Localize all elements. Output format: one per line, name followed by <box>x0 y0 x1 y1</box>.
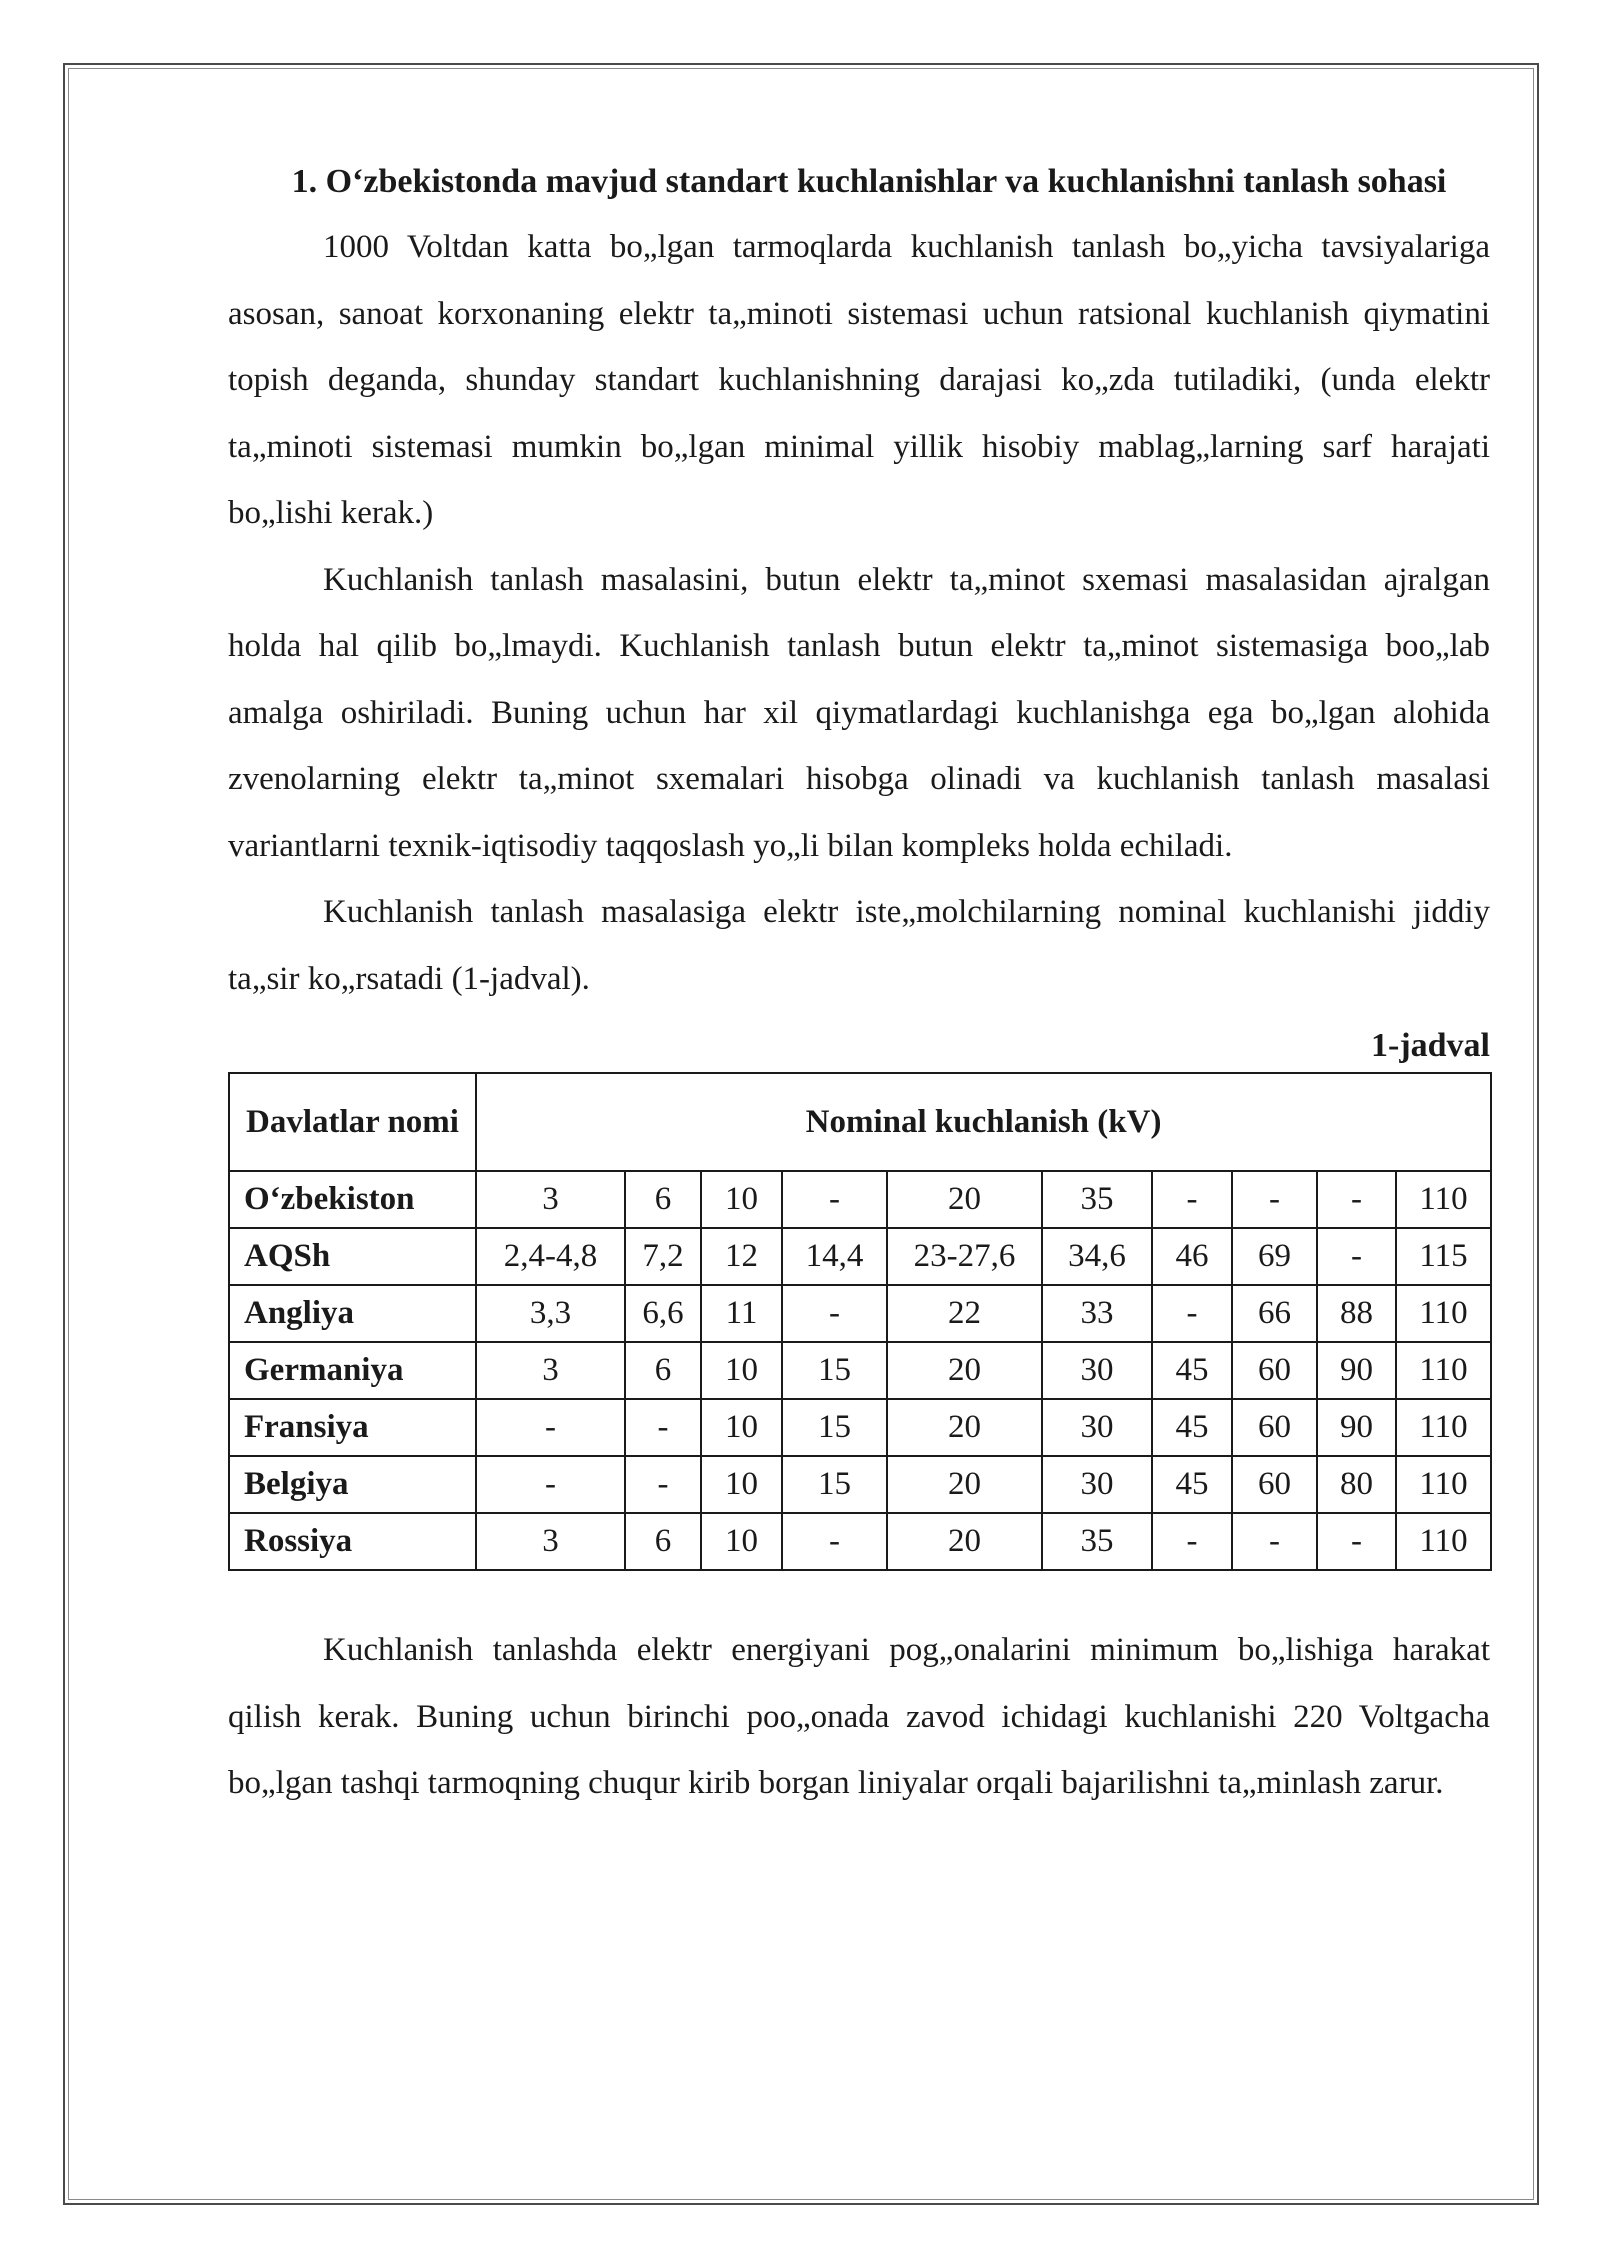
voltage-cell: 35 <box>1042 1171 1152 1228</box>
voltage-cell: 90 <box>1317 1399 1396 1456</box>
voltage-cell: 35 <box>1042 1513 1152 1570</box>
closing-paragraph: Kuchlanish tanlashda elektr energiyani pog„onalarini minimum bo„lishiga harakat qilish kerak. Buning uchun birinchi poo„onada zavod ichidagi kuchlanishi 220 Voltgacha bo„lgan tashqi tarmoqning chuqur kirib borgan liniyalar orqali bajarilishni ta„minlash zarur. <box>228 1632 1490 1801</box>
voltage-cell: 60 <box>1232 1456 1317 1513</box>
voltage-cell: 2,4-4,8 <box>476 1228 625 1285</box>
voltage-cell: - <box>476 1399 625 1456</box>
voltage-cell: 10 <box>701 1171 782 1228</box>
voltage-cell: 3 <box>476 1342 625 1399</box>
table-row <box>229 1399 1491 1456</box>
voltage-cell: 45 <box>1152 1342 1232 1399</box>
voltage-cell: 115 <box>1396 1228 1491 1285</box>
voltage-cell: 30 <box>1042 1456 1152 1513</box>
voltage-cell: - <box>782 1285 887 1342</box>
table-header-row <box>229 1073 1491 1171</box>
table-body <box>229 1171 1491 1570</box>
voltage-cell: 60 <box>1232 1342 1317 1399</box>
voltage-cell: 14,4 <box>782 1228 887 1285</box>
voltage-cell: 34,6 <box>1042 1228 1152 1285</box>
voltage-cell: 110 <box>1396 1285 1491 1342</box>
voltage-cell: 110 <box>1396 1342 1491 1399</box>
country-cell: Fransiya <box>229 1399 476 1456</box>
voltage-cell: 46 <box>1152 1228 1232 1285</box>
voltage-cell: 20 <box>887 1399 1042 1456</box>
voltage-cell: 110 <box>1396 1399 1491 1456</box>
voltage-cell: 22 <box>887 1285 1042 1342</box>
voltage-cell: 20 <box>887 1342 1042 1399</box>
voltage-cell: 30 <box>1042 1399 1152 1456</box>
voltage-cell: 45 <box>1152 1399 1232 1456</box>
voltage-cell: 3,3 <box>476 1285 625 1342</box>
voltage-cell: 110 <box>1396 1513 1491 1570</box>
voltage-cell: 110 <box>1396 1456 1491 1513</box>
voltage-cell: 80 <box>1317 1456 1396 1513</box>
country-cell: Germaniya <box>229 1342 476 1399</box>
voltage-cell: 6,6 <box>625 1285 701 1342</box>
voltage-cell: 10 <box>701 1456 782 1513</box>
paragraph-2: Kuchlanish tanlash masalasini, butun elektr ta„minot sxemasi masalasidan ajralgan holda hal qilib bo„lmaydi. Kuchlanish tanlash butun elektr ta„minot sistemasiga boo„lab amalga oshiriladi. Buning uchun har xil qiymatlardagi kuchlanishga ega bo„lgan alohida zvenolarning elektr ta„minot sxemalari hisobga olinadi va kuchlanish tanlash masalasi variantlarni texnik-iqtisodiy taqqoslash yo„li bilan kompleks holda echiladi. <box>228 561 1490 864</box>
table-row <box>229 1342 1491 1399</box>
voltage-cell: 20 <box>887 1513 1042 1570</box>
voltage-cell: - <box>1152 1285 1232 1342</box>
country-cell: AQSh <box>229 1228 476 1285</box>
voltage-cell: 6 <box>625 1513 701 1570</box>
voltage-cell: - <box>782 1171 887 1228</box>
table-row <box>229 1456 1491 1513</box>
voltage-cell: 10 <box>701 1342 782 1399</box>
voltage-cell: 66 <box>1232 1285 1317 1342</box>
table-caption: 1-jadval <box>1371 1027 1490 1064</box>
country-cell: O‘zbekiston <box>229 1171 476 1228</box>
voltage-cell: 10 <box>701 1399 782 1456</box>
voltage-cell: - <box>1152 1513 1232 1570</box>
voltage-cell: 45 <box>1152 1456 1232 1513</box>
voltage-cell: - <box>1232 1171 1317 1228</box>
header-country: Davlatlar nomi <box>229 1073 476 1171</box>
voltage-cell: 60 <box>1232 1399 1317 1456</box>
voltage-cell: - <box>1317 1228 1396 1285</box>
table-row <box>229 1285 1491 1342</box>
section-title: 1. O‘zbekistonda mavjud standart kuchlanishlar va kuchlanishni tanlash sohasi <box>291 163 1447 200</box>
voltage-cell: 15 <box>782 1342 887 1399</box>
country-cell: Angliya <box>229 1285 476 1342</box>
voltage-table <box>228 1072 1492 1571</box>
voltage-cell: - <box>1232 1513 1317 1570</box>
voltage-cell: 10 <box>701 1513 782 1570</box>
voltage-cell: 23-27,6 <box>887 1228 1042 1285</box>
voltage-cell: 15 <box>782 1399 887 1456</box>
table-row <box>229 1228 1491 1285</box>
voltage-cell: 33 <box>1042 1285 1152 1342</box>
voltage-cell: - <box>782 1513 887 1570</box>
voltage-cell: - <box>1317 1171 1396 1228</box>
paragraph-1: 1000 Voltdan katta bo„lgan tarmoqlarda kuchlanish tanlash bo„yicha tavsiyalariga asosan, sanoat korxonaning elektr ta„minoti sistemasi uchun ratsional kuchlanish qiymatini topish deganda, shunday standart kuchlanishning darajasi ko„zda tutiladiki, (unda elektr ta„minoti sistemasi mumkin bo„lgan minimal yillik hisobiy mablag„larning sarf harajati bo„lishi kerak.) <box>228 229 1490 531</box>
voltage-cell: 3 <box>476 1513 625 1570</box>
voltage-cell: 12 <box>701 1228 782 1285</box>
header-nominal-voltage: Nominal kuchlanish (kV) <box>476 1073 1491 1171</box>
table-row <box>229 1171 1491 1228</box>
voltage-cell: - <box>625 1399 701 1456</box>
voltage-cell: 20 <box>887 1171 1042 1228</box>
voltage-cell: 6 <box>625 1342 701 1399</box>
document-body <box>228 150 1490 1817</box>
voltage-cell: 3 <box>476 1171 625 1228</box>
voltage-cell: 90 <box>1317 1342 1396 1399</box>
country-cell: Belgiya <box>229 1456 476 1513</box>
voltage-cell: 11 <box>701 1285 782 1342</box>
voltage-cell: - <box>476 1456 625 1513</box>
voltage-cell: 6 <box>625 1171 701 1228</box>
voltage-cell: - <box>625 1456 701 1513</box>
country-cell: Rossiya <box>229 1513 476 1570</box>
voltage-cell: 30 <box>1042 1342 1152 1399</box>
voltage-cell: 69 <box>1232 1228 1317 1285</box>
table-row <box>229 1513 1491 1570</box>
voltage-cell: - <box>1152 1171 1232 1228</box>
voltage-cell: 7,2 <box>625 1228 701 1285</box>
voltage-cell: - <box>1317 1513 1396 1570</box>
voltage-cell: 88 <box>1317 1285 1396 1342</box>
voltage-cell: 15 <box>782 1456 887 1513</box>
paragraph-3: Kuchlanish tanlash masalasiga elektr iste„molchilarning nominal kuchlanishi jiddiy ta„sir ko„rsatadi (1-jadval). <box>228 894 1490 997</box>
voltage-cell: 110 <box>1396 1171 1491 1228</box>
voltage-cell: 20 <box>887 1456 1042 1513</box>
